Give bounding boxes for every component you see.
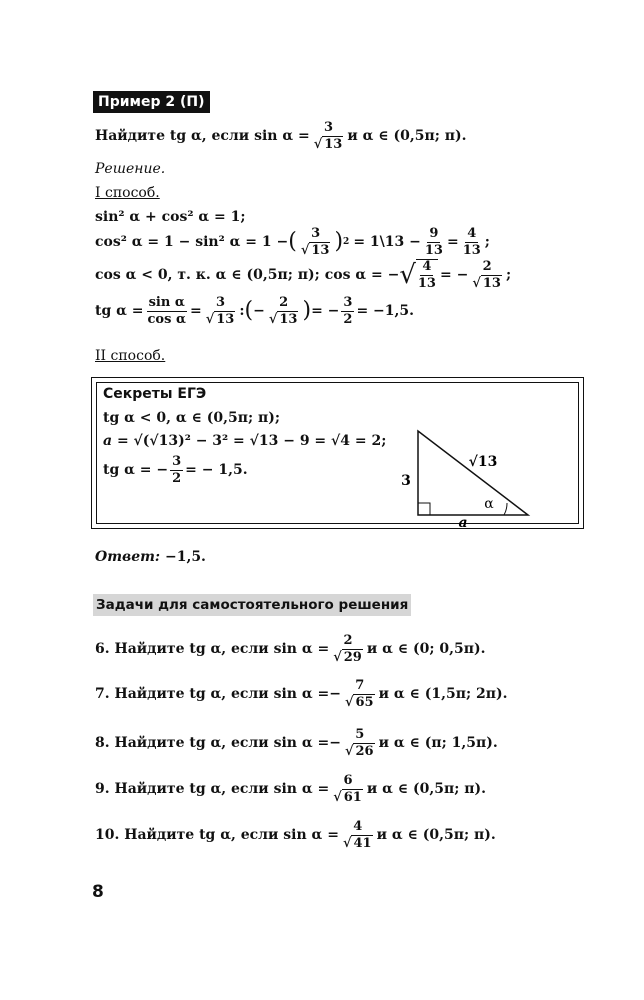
l4-frac2: $\frac{3}{√ 13}$ [205,294,235,327]
secrets-l3-start: tg α = − [103,462,169,478]
answer-label: Ответ: [95,549,161,565]
task-den: 29 [343,649,362,665]
l4-eq2: = − [311,303,340,319]
l4-f1-num: sin α [148,294,185,310]
label-leg-horizontal: a [458,515,468,530]
l2-start: cos² α = 1 − sin² α = 1 − [95,234,289,250]
task-number: 6. [95,641,110,657]
problem-statement [95,120,467,152]
task-tail: и α ∈ (0,5π; π). [376,827,496,843]
l3-start: cos α < 0, т. к. α ∈ (0,5π; π); cos α = − [95,267,400,283]
l4-f2-den: 13 [216,311,235,327]
l4-eq1: = [189,303,202,319]
secrets-l3-num: 3 [172,453,182,469]
task-lead: Найдите tg α, если sin α = [114,735,330,751]
label-angle: α [484,496,494,512]
cos-squared-line: cos² α = 1 − sin² α = 1 − ( $\frac{3}{√ 13}$ ) 2 = 1\13 − $\frac{9}{13}$ = $\frac{4}{13}$ ; [95,225,490,258]
l2-f3-den: 13 [462,242,481,258]
task-num: 7 [355,677,365,693]
angle-arc [504,503,507,515]
l3-r-den: 13 [417,276,436,291]
task-fraction: $\frac{6}{√ 61}$ [333,772,362,805]
right-angle-mark [418,503,430,515]
secrets-line1: tg α < 0, α ∈ (0,5π; π); [103,410,281,426]
task-item-8 [95,726,498,760]
answer-line [95,550,206,564]
task-number: 9. [95,781,110,797]
task-fraction: $\frac{7}{√ 65}$ [344,677,374,710]
task-number: 7. [95,686,110,702]
task-fraction: $\frac{4}{√ 41}$ [342,818,372,851]
problem-lead: Найдите tg α, если sin α = [95,128,310,144]
l2-after: = 1\13 − [353,234,421,250]
task-lead: Найдите tg α, если sin α = [114,641,330,657]
l3-r-num: 4 [422,259,432,275]
l2-end: ; [484,234,490,250]
task-tail: и α ∈ (0,5π; π). [366,781,487,797]
triangle-shape [418,431,528,515]
l4-minus: − [253,303,265,319]
l4-frac3: $\frac{2}{√ 13}$ [268,294,298,327]
secrets-title: Секреты ЕГЭ [103,386,207,402]
identity-line: sin² α + cos² α = 1; [95,209,246,225]
l2-f1-num: 3 [311,225,321,241]
task-sign: − [329,686,341,702]
l3-root-frac [416,259,438,290]
task-num: 2 [343,632,353,648]
task-fraction: $\frac{5}{√ 26}$ [344,726,374,759]
l3-end: ; [505,267,512,283]
l3-f-num: 2 [482,258,492,274]
secrets-line3 [103,454,248,486]
l3-mid: = − [439,267,469,283]
secrets-l3-frac [170,455,183,485]
l2-f2-num: 9 [429,225,439,241]
method1-label: I способ. [95,185,160,201]
task-tail: и α ∈ (π; 1,5π). [378,735,498,751]
l4-colon: : [239,303,245,319]
task-item-10 [95,818,496,852]
l4-f4-num: 3 [343,294,353,310]
triangle-diagram [395,425,545,530]
task-den: 65 [355,694,374,710]
secrets-l2-rest: = √(√13)² − 3² = √13 − 9 = √4 = 2; [116,433,387,449]
secrets-l3-end: = − 1,5. [185,462,248,478]
task-item-7 [95,677,507,711]
l2-frac1: $\frac{3}{√ 13}$ [300,225,330,258]
l4-start: tg α = [95,303,144,319]
l3-f-den: 13 [482,275,501,291]
secrets-l3-den: 2 [172,470,182,486]
l4-f4-den: 2 [343,311,353,327]
problem-tail: и α ∈ (0,5π; π). [347,128,467,144]
secrets-line2 [103,434,386,448]
label-leg-vertical: 3 [401,473,411,489]
l4-f2-num: 3 [215,294,226,310]
answer-value: −1,5. [164,549,206,565]
secrets-l2-a: a [103,433,113,449]
task-num: 5 [355,726,365,742]
task-lead: Найдите tg α, если sin α = [124,827,339,843]
l4-end: = −1,5. [356,303,415,319]
l4-f3-num: 2 [279,294,289,310]
task-item-9 [95,772,486,806]
cos-sign-line: cos α < 0, т. к. α ∈ (0,5π; π); cos α = − √ $\frac{4}{13}$ = − $\frac{2}{√ 13}$ ; [95,258,512,291]
l2-frac3 [461,227,483,257]
solution-label: Решение. [95,161,166,177]
method2-label: II способ. [95,348,166,364]
l3-frac: $\frac{2}{√ 13}$ [472,258,501,291]
task-den: 61 [343,789,362,805]
task-den: 26 [355,743,374,759]
l4-frac1 [146,296,188,326]
problem-den: 13 [324,136,343,152]
task-item-6 [95,632,486,666]
example-header-text: Пример 2 (П) [98,94,205,110]
example-header [93,91,210,113]
tg-line: tg α = $\frac{\text{sin α}}{\text{cos α}}$ = $\frac{3}{√ 13}$ : ( − $\frac{2}{√ 13}$ ) = − $\frac{3}{2}$ = −1,5. [95,294,415,327]
task-sign: − [329,735,341,751]
task-num: 6 [343,772,353,788]
task-num: 4 [353,818,363,834]
task-den: 41 [353,835,372,851]
l2-frac2 [423,227,445,257]
task-tail: и α ∈ (0; 0,5π). [366,641,486,657]
page-number: 8 [92,882,104,902]
l2-eq: = [446,234,459,250]
problem-num: 3 [324,119,334,135]
task-lead: Найдите tg α, если sin α = [114,686,330,702]
task-number: 10. [95,827,120,843]
problem-fraction: $\frac{3}{√ 13}$ [313,119,343,152]
l4-frac4 [341,296,354,326]
l2-f3-num: 4 [467,225,477,241]
task-tail: и α ∈ (1,5π; 2π). [378,686,508,702]
task-number: 8. [95,735,110,751]
l4-f3-den: 13 [279,311,298,327]
task-fraction: $\frac{2}{√ 29}$ [333,632,362,665]
l2-f2-den: 13 [424,242,443,258]
label-hypotenuse: √13 [468,454,498,470]
tasks-header: Задачи для самостоятельного решения [93,594,411,616]
l2-f1-den: 13 [311,242,330,258]
task-lead: Найдите tg α, если sin α = [114,781,330,797]
l4-f1-den: cos α [147,311,186,327]
